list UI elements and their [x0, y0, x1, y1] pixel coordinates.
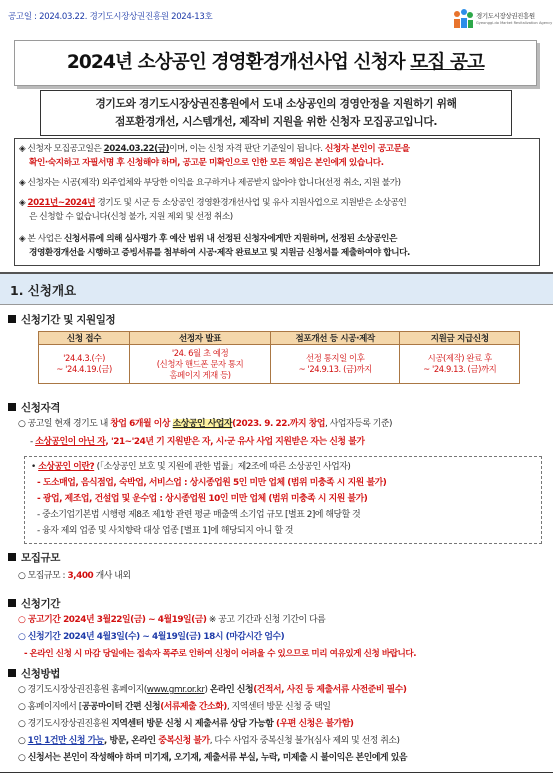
section-title: 1. 신청개요 — [10, 283, 77, 298]
method-line-5: ○ 신청서는 본인이 작성해야 하며 미기재, 오기재, 제출서류 부실, 누락, 미제출 시 불이익은 본인에게 있음 — [18, 753, 407, 763]
square-bullet-icon — [8, 315, 16, 323]
table-cell: 시공(제작) 완료 후 ~ '24.9.13. (금)까지 — [400, 345, 520, 384]
scale-line: ○ 모집규모 : 3,400 개사 내외 — [18, 571, 131, 581]
logo-org-name: 경기도시장상권진흥원 — [476, 12, 535, 20]
method-line-3: ○ 경기도시장상권진흥원 지역센터 방문 신청 시 제출서류 상담 가능함 (우편 신청은 불가함) — [18, 719, 354, 729]
detail-line-2: - 도소매업, 음식점업, 숙박업, 서비스업 : 상시종업원 5인 미만 업체 (범위 미충족 시 지원 불가) — [37, 478, 387, 488]
title-box — [14, 40, 537, 86]
table-header-row — [39, 332, 520, 345]
table-cell: 선정 통지일 이후 ~ '24.9.13. (금)까지 — [271, 345, 400, 384]
homepage-link[interactable]: www.gmr.or.kr — [146, 685, 205, 695]
notice-item-4: ◈ 본 사업은 신청서류에 의해 심사평가 후 예산 범위 내 선정된 신청자에게만 지원하며, 선정된 소상공인은 — [19, 234, 397, 244]
table-header-cell: 지원금 지급신청 — [400, 332, 520, 345]
detail-line-3: - 광업, 제조업, 건설업 및 운수업 : 상시종업원 10인 미만 업체 (범위 미충족 시 지원 불가) — [37, 494, 368, 504]
logo-english-name: Gyeonggi-do Market Revitalization Agency — [476, 21, 553, 25]
intro-line-2: 점포환경개선, 시스템개선, 제작비 지원을 위한 신청자 모집공고입니다. — [114, 115, 438, 128]
qualification-detail-box — [24, 456, 542, 544]
square-bullet-icon — [8, 669, 16, 677]
intro-box — [40, 90, 512, 136]
notice-box — [14, 138, 540, 266]
apply-period-line-2: ○ 신청기간 2024년 4월3일(수) ~ 4월19일(금) 18시 (마감시간 엄수) — [18, 632, 285, 642]
table-cell: '24. 6월 초 예정 (신청자 핸드폰 문자 통지 홈페이지 게재 등) — [130, 345, 271, 384]
notice-item-4-cont: 경영환경개선을 시행하고 증빙서류를 첨부하여 시공·제작 완료보고 및 지원금 신청서를 제출하여야 합니다. — [29, 248, 410, 258]
notice-item-2: ◈ 신청자는 시공(제작) 외주업체와 부당한 이익을 요구하거나 제공받지 않아야 합니다(선정 취소, 지원 불가) — [19, 178, 401, 188]
apply-period-heading: 신청기간 — [8, 596, 60, 611]
schedule-table — [38, 331, 520, 384]
qualification-line-1: ○ 공고일 현재 경기도 내 창업 6개월 이상 소상공인 사업자(2023. 9. 22.까지 창업, 사업자등록 기준) — [18, 419, 393, 429]
square-bullet-icon — [8, 553, 16, 561]
table-header-cell: 점포개선 등 시공·제작 — [271, 332, 400, 345]
section-header — [0, 272, 553, 305]
qualification-heading: 신청자격 — [8, 400, 60, 415]
method-heading: 신청방법 — [8, 666, 60, 681]
apply-period-line-3: - 온라인 신청 시 마감 당일에는 접속자 폭주로 인하여 신청이 어려울 수 있으므로 미리 여유있게 신청 바랍니다. — [24, 649, 417, 659]
apply-period-line-1: ○ 공고기간 2024년 3월22일(금) ~ 4월19일(금) ※ 공고 기간과 신청 기간이 다름 — [18, 615, 326, 625]
detail-line-1: • 소상공인 이란? (「소상공인 보호 및 지원에 관한 법률」제2조에 따른 소상공인 사업자) — [31, 462, 351, 472]
square-bullet-icon — [8, 403, 16, 411]
announcement-meta: 공고일 : 2024.03.22. 경기도시장상권진흥원 2024-13호 — [8, 12, 213, 22]
period-heading: 신청기간 및 지원일정 — [8, 312, 115, 327]
notice-item-1: ◈ 신청자 모집공고일은 2024.03.22(금)이며, 이는 신청 자격 판단 기준일이 됩니다. 신청자 본인이 공고문을 — [19, 144, 410, 154]
agency-logo — [452, 6, 552, 32]
detail-line-4: - 중소기업기본법 시행령 제8조 제1항 관련 평균 매출액 소기업 규모 [별표 2]에 해당할 것 — [37, 510, 361, 520]
scale-heading: 모집규모 — [8, 550, 60, 565]
bottom-divider — [0, 772, 553, 773]
page-title: 2024년 소상공인 경영환경개선사업 신청자 모집 공고 — [66, 52, 485, 73]
header-bar — [0, 0, 553, 34]
method-line-1: ○ 경기도시장상권진흥원 홈페이지(www.gmr.or.kr) 온라인 신청(건적서, 사진 등 제출서류 사전준비 필수) — [18, 685, 407, 695]
notice-item-3-cont: 은 신청할 수 없습니다(신청 불가, 지원 제외 및 선정 취소) — [29, 212, 233, 222]
gmr-logo-icon — [452, 8, 474, 30]
square-bullet-icon — [8, 599, 16, 607]
detail-line-5: - 융자 제외 업종 및 사치향락 대상 업종 [별표 1]에 해당되지 아니 할 것 — [37, 526, 294, 536]
table-row — [39, 345, 520, 384]
table-header-cell: 선정자 발표 — [130, 332, 271, 345]
notice-item-1-cont: 확인·숙지하고 자필서명 후 신청해야 하며, 공고문 미확인으로 인한 모든 책임은 본인에게 있습니다. — [29, 158, 384, 168]
notice-item-3: ◈ 2021년~2024년 경기도 및 시군 등 소상공인 경영환경개선사업 및 유사 지원사업으로 지원받은 소상공인 — [19, 198, 407, 208]
method-line-2: ○ 홈페이지에서 [공공마이터 간편 신청(서류제출 간소화), 지역센터 방문 신청 중 택일 — [18, 702, 331, 712]
table-header-cell: 신청 접수 — [39, 332, 130, 345]
table-cell: '24.4.3.(수) ~ '24.4.19.(금) — [39, 345, 130, 384]
method-line-4: ○ 1인 1건만 신청 가능, 방문, 온라인 중복신청 불가, 다수 사업자 중복신청 불가(심사 제외 및 선정 취소) — [18, 736, 400, 746]
qualification-line-2: - 소상공인이 아닌 자, '21~'24년 기 지원받은 자, 시·군 유사 사업 지원받은 자는 신청 불가 — [30, 437, 365, 447]
intro-line-1: 경기도와 경기도시장상권진흥원에서 도내 소상공인의 경영안정을 지원하기 위해 — [95, 97, 457, 110]
